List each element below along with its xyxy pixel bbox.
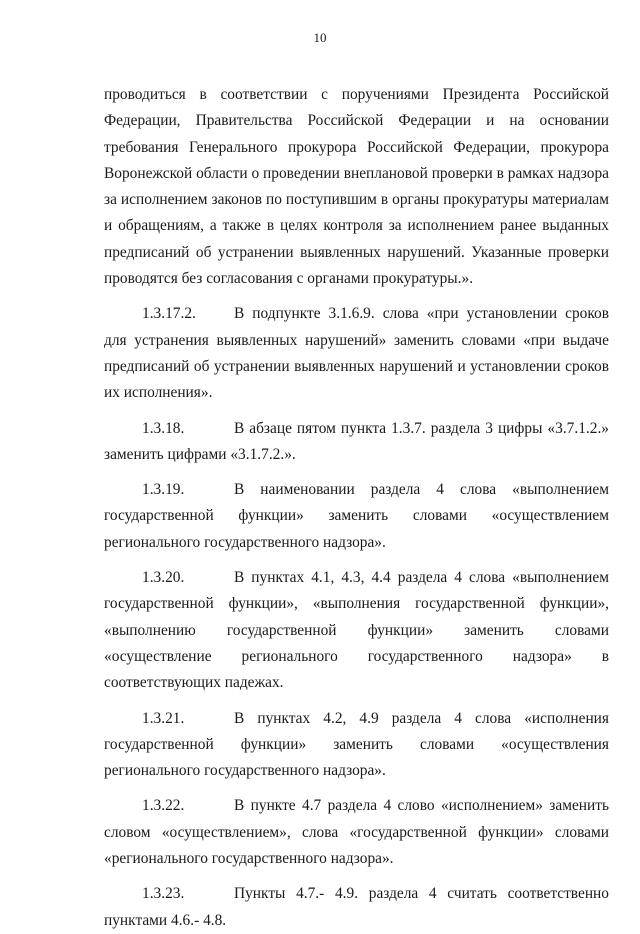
item-text: В пунктах 4.1, 4.3, 4.4 раздела 4 слова «выполнением государственной функции», «выполнения государственной функции», «выполнению государственной функции» заменить словами «осуществление регионального государственного надзора» в соответствующих падежах.: [104, 569, 609, 692]
item-text: В пунктах 4.2, 4.9 раздела 4 слова «исполнения государственной функции» заменить словами «осуществления регионального государственного надзора».: [104, 709, 609, 780]
item-text: В наименовании раздела 4 слова «выполнением государственной функции» заменить словами «осуществлением регионального государственного надзора».: [104, 481, 609, 551]
page-number: 10: [313, 30, 327, 45]
document-body: [104, 82, 609, 934]
item-text: Пункты 4.7.- 4.9. раздела 4 считать соответственно пунктами 4.6.- 4.8.: [104, 885, 609, 929]
item-1-3-18: [104, 416, 609, 469]
item-1-3-23: [104, 881, 609, 934]
item-number: 1.3.19.: [142, 481, 185, 499]
item-number: 1.3.20.: [142, 569, 185, 587]
item-1-3-22: [104, 793, 609, 872]
item-number: 1.3.23.: [142, 885, 185, 903]
item-text: В абзаце пятом пункта 1.3.7. раздела 3 цифры «3.7.1.2.» заменить цифрами «3.1.7.2.».: [104, 419, 609, 463]
item-text: В подпункте 3.1.6.9. слова «при установлении сроков для устранения выявленных нарушений» заменить словами «при выдаче предписаний об устранении выявленных нарушений и установлении сроков их исполнения».: [104, 305, 609, 402]
intro-paragraph: проводиться в соответствии с поручениями Президента Российской Федерации, Правительства Российской Федерации и на основании требования Генерального прокурора Российской Федерации, прокурора Воронежской области о проведении внеплановой проверки в рамках надзора за исполнением законов по поступившим в органы прокуратуры материалам и обращениям, а также в целях контроля за исполнением ранее выданных предписаний об устранении выявленных нарушений. Указанные проверки проводятся без согласования с органами прокуратуры.».: [104, 86, 609, 288]
item-number: 1.3.22.: [142, 797, 185, 815]
item-1-3-21: [104, 706, 609, 785]
item-number: 1.3.21.: [142, 709, 185, 727]
item-1-3-17-2: [104, 301, 609, 406]
item-number: 1.3.17.2.: [142, 305, 196, 323]
item-1-3-20: [104, 565, 609, 696]
item-1-3-19: [104, 477, 609, 556]
item-number: 1.3.18.: [142, 419, 185, 437]
item-text: В пункте 4.7 раздела 4 слово «исполнением» заменить словом «осуществлением», слова «государственной функции» словами «регионального государственного надзора».: [104, 797, 609, 868]
